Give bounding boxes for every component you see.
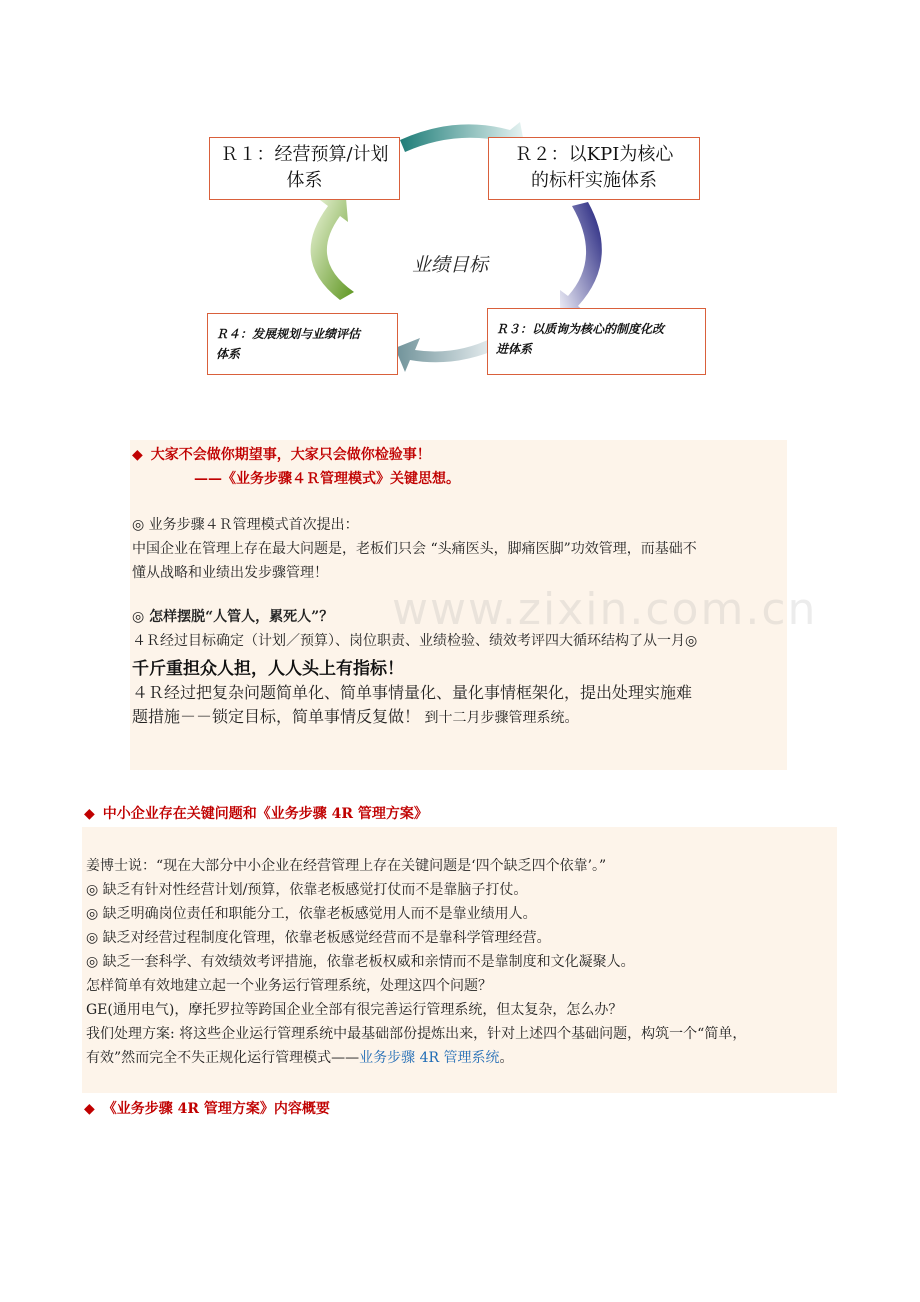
problem-line: 我们处理方案: 将这些企业运行管理系统中最基础部份提炼出来，针对上述四个基础问题，构筑一个“简单，	[86, 1026, 747, 1042]
problem-line: GE(通用电气)，摩托罗拉等跨国企业全部有很完善运行管理系统，但太复杂，怎么办？	[86, 1002, 623, 1018]
r4-line1: Ｒ４：发展规划与业绩评估	[216, 327, 361, 341]
last-line-b: 。	[499, 1050, 514, 1066]
section3-heading	[84, 1098, 330, 1118]
headline-text: 大家不会做你期望事，大家只会做你检验事！	[150, 447, 431, 463]
section3-heading-text: 《业务步骤 4R 管理方案》内容概要	[102, 1101, 330, 1117]
problems-box	[82, 827, 837, 1093]
headline	[132, 444, 431, 464]
p2-line4-a: 题措施－－锁定目标，简单事情反复做！	[132, 707, 421, 726]
diamond-icon: ◆	[132, 447, 143, 463]
problem-line: ◎ 缺乏对经营过程制度化管理，依靠老板感觉经营而不是靠科学管理经营。	[86, 930, 551, 946]
p2-line3: ４Ｒ经过把复杂问题简单化、简单事情量化、量化事情框架化，提出处理实施难	[132, 683, 693, 702]
problem-line: ◎ 缺乏有针对性经营计划/预算，依靠老板感觉打仗而不是靠脑子打仗。	[86, 882, 528, 898]
r1-line2: 体系	[286, 170, 323, 191]
arrow-left	[311, 198, 354, 300]
r1-line1: Ｒ１：经营预算/计划	[220, 144, 389, 165]
system-link[interactable]: 业务步骤 4R 管理系统	[359, 1050, 500, 1066]
arrow-bottom	[395, 338, 500, 372]
p2-line1: ４Ｒ经过目标确定（计划／预算）、岗位职责、业绩检验、绩效考评四大循环结构了从一月◎	[132, 633, 698, 649]
p2-line2: 千斤重担众人担，人人头上有指标！	[132, 659, 404, 679]
r2-line1: Ｒ２：以KPI为核心	[514, 144, 674, 165]
section2-heading-text: 中小企业存在关键问题和《业务步骤 4R 管理方案》	[102, 806, 428, 822]
watermark: www.zixin.com.cn	[392, 584, 818, 635]
r1-box	[209, 137, 400, 200]
p2-line4-b: 到十二月步骤管理系统。	[424, 710, 579, 726]
p1-title: ◎ 业务步骤４Ｒ管理模式首次提出：	[132, 517, 359, 533]
cycle-diagram	[200, 110, 720, 400]
diamond-icon: ◆	[84, 806, 95, 822]
r2-line2: 的标杆实施体系	[531, 170, 657, 191]
p1-line2: 懂从战略和业绩出发步骤管理！	[132, 565, 328, 581]
r4-line2: 体系	[216, 347, 241, 361]
diamond-icon: ◆	[84, 1101, 95, 1117]
p1-line1: 中国企业在管理上存在最大问题是，老板们只会 “头痛医头，脚痛医脚”功效管理，而基础不	[132, 541, 697, 557]
p2-title: ◎ 怎样摆脱“人管人，累死人”？	[132, 609, 334, 625]
r4-box	[207, 313, 398, 375]
p2-line4	[132, 704, 578, 727]
arrow-right	[560, 202, 602, 315]
r3-line1: Ｒ３：以质询为核心的制度化改	[496, 322, 665, 336]
r2-box	[488, 137, 700, 200]
section2-heading	[84, 803, 428, 823]
problem-last-line	[86, 1047, 514, 1067]
subheadline: ——《业务步骤４Ｒ管理模式》关键思想。	[194, 471, 460, 487]
problem-line: ◎ 缺乏一套科学、有效绩效考评措施，依靠老板权威和亲情而不是靠制度和文化凝聚人。	[86, 954, 635, 970]
cycle-center-label: 业绩目标	[412, 254, 489, 276]
problem-line: 姜博士说：“现在大部分中小企业在经营管理上存在关键问题是‘四个缺乏四个依靠’。”	[86, 858, 607, 874]
problem-line: ◎ 缺乏明确岗位责任和职能分工，依靠老板感觉用人而不是靠业绩用人。	[86, 906, 537, 922]
problem-line: 怎样简单有效地建立起一个业务运行管理系统，处理这四个问题？	[86, 978, 492, 994]
r3-line2: 进体系	[496, 342, 533, 356]
last-line-a: 有效”然而完全不失正规化运行管理模式——	[86, 1050, 360, 1066]
r3-box	[487, 308, 706, 375]
